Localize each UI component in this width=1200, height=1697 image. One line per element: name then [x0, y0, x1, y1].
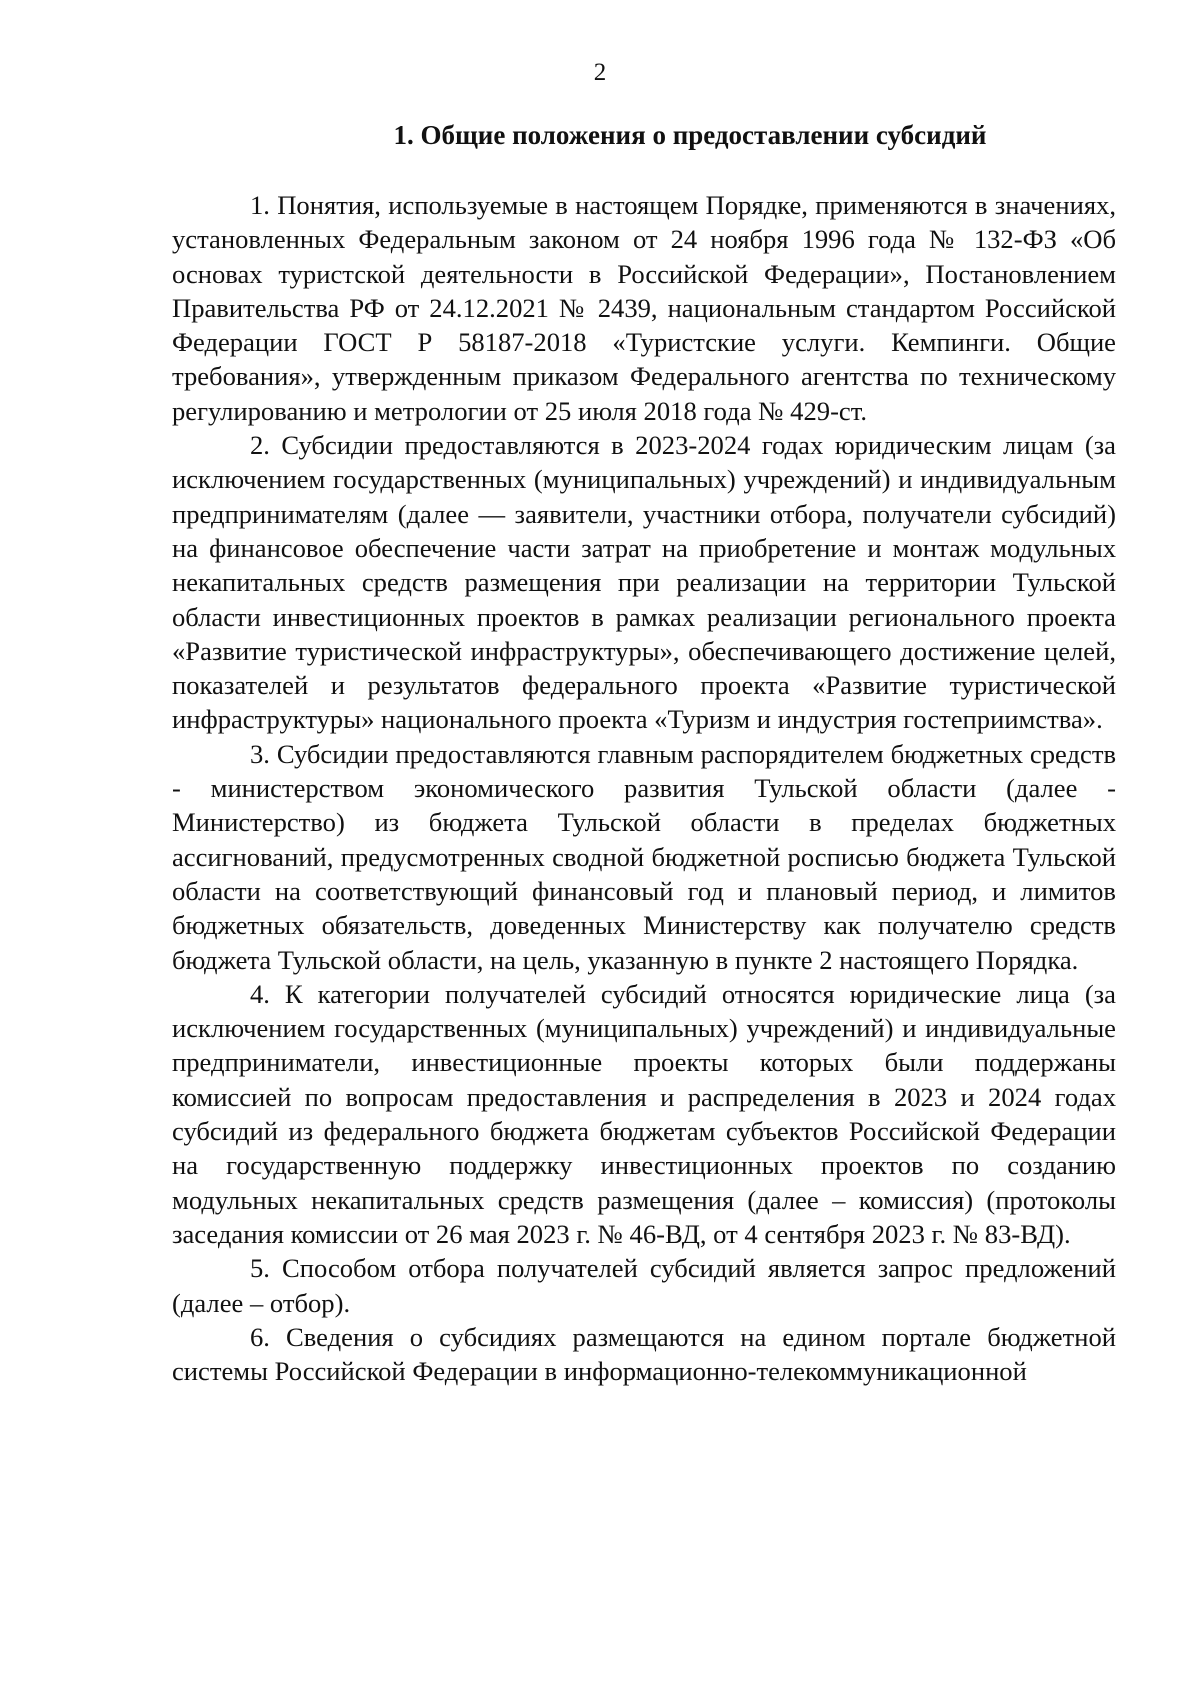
- body-text: [172, 188, 1116, 1388]
- paragraph-2: 2. Субсидии предоставляются в 2023-2024 годах юридическим лицам (за исключением государственных (муниципальных) учреждений) и индивидуальным предпринимателям (далее — заявители, участники отбора, получатели субсидий) на финансовое обеспечение части затрат на приобретение и монтаж модульных некапитальных средств размещения при реализации на территории Тульской области инвестиционных проектов в рамках реализации регионального проекта «Развитие туристической инфраструктуры», обеспечивающего достижение целей, показателей и результатов федерального проекта «Развитие туристической инфраструктуры» национального проекта «Туризм и индустрия гостеприимства».: [172, 430, 1116, 735]
- paragraph-5: 5. Способом отбора получателей субсидий является запрос предложений (далее – отбор).: [172, 1253, 1116, 1318]
- paragraph-4: 4. К категории получателей субсидий относятся юридические лица (за исключением государственных (муниципальных) учреждений) и индивидуальные предприниматели, инвестиционные проекты которых были поддержаны комиссией по вопросам предоставления и распределения в 2023 и 2024 годах субсидий из федерального бюджета бюджетам субъектов Российской Федерации на государственную поддержку инвестиционных проектов по созданию модульных некапитальных средств размещения (далее – комиссия) (протоколы заседания комиссии от 26 мая 2023 г. № 46-ВД, от 4 сентября 2023 г. № 83-ВД).: [172, 978, 1116, 1249]
- paragraph-3: 3. Субсидии предоставляются главным распорядителем бюджетных средств - министерством экономического развития Тульской области (далее - Министерство) из бюджета Тульской области в пределах бюджетных ассигнований, предусмотренных сводной бюджетной росписью бюджета Тульской области на соответствующий финансовый год и плановый период, и лимитов бюджетных обязательств, доведенных Министерству как получателю средств бюджета Тульской области, на цель, указанную в пункте 2 настоящего Порядка.: [172, 738, 1116, 975]
- paragraph-6: 6. Сведения о субсидиях размещаются на едином портале бюджетной системы Российской Федерации в информационно-телекоммуникационной: [172, 1321, 1116, 1387]
- paragraph-1: 1. Понятия, используемые в настоящем Порядке, применяются в значениях, установленных Федеральным законом от 24 ноября 1996 года № 132-ФЗ «Об основах туристской деятельности в Российской Федерации», Постановлением Правительства РФ от 24.12.2021 № 2439, национальным стандартом Российской Федерации ГОСТ Р 58187-2018 «Туристские услуги. Кемпинги. Общие требования», утвержденным приказом Федерального агентства по техническому регулированию и метрологии от 25 июля 2018 года № 429-ст.: [172, 190, 1116, 426]
- section-title: 1. Общие положения о предоставлении субсидий: [393, 120, 987, 150]
- page-number: 2: [593, 59, 607, 86]
